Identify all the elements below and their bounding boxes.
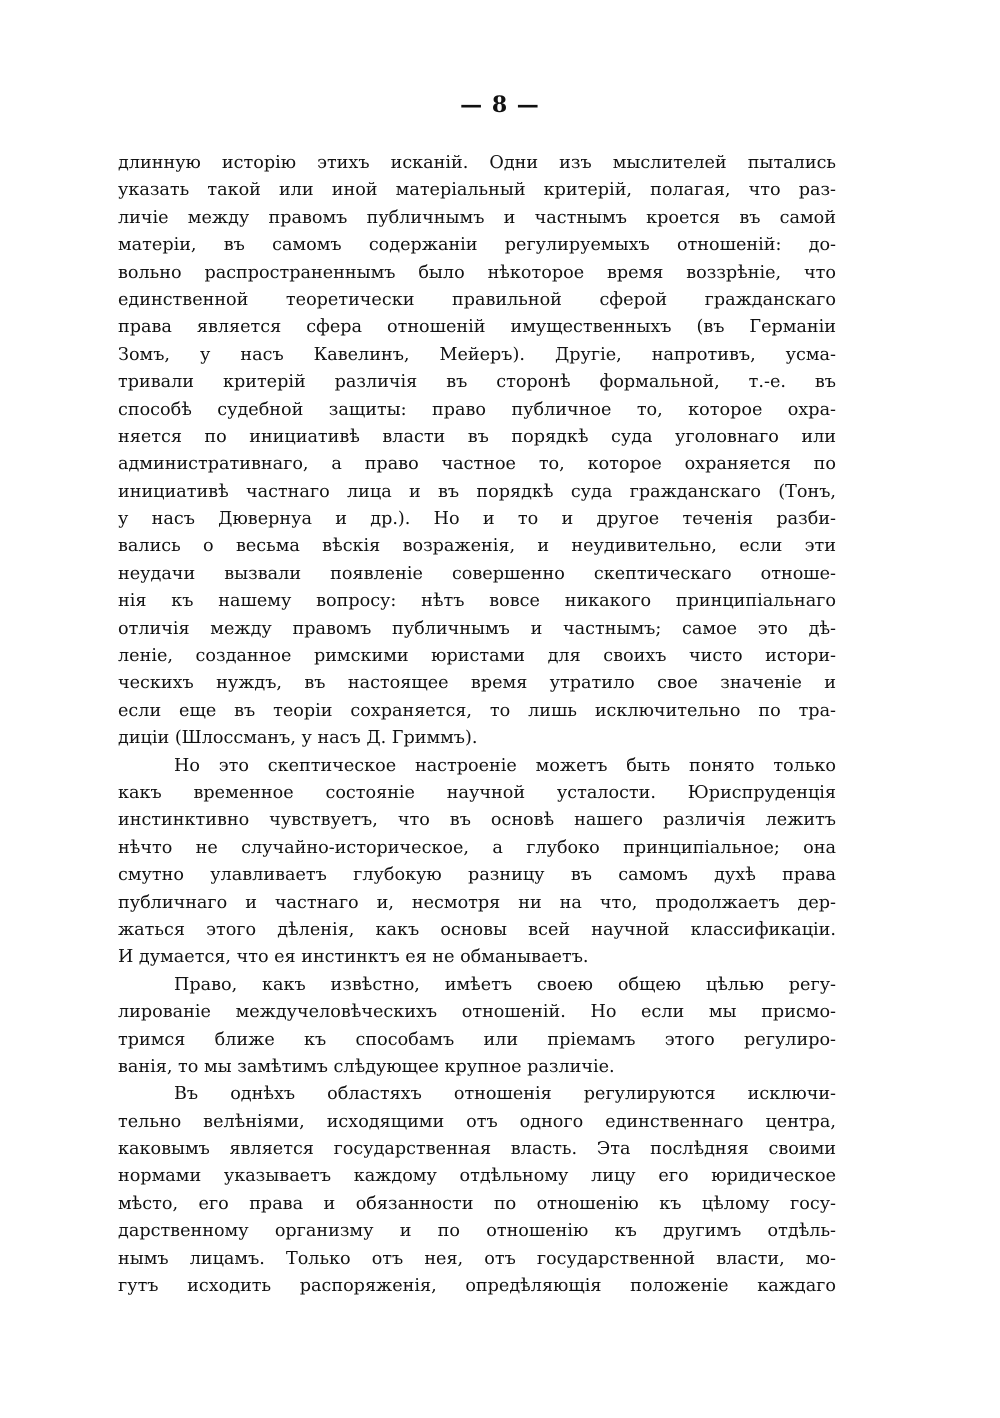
text-line: если еще въ теоріи сохраняется, то лишь исключительно по тра- [118,700,836,721]
text-line: диціи (Шлоссманъ, у насъ Д. Гриммъ). [118,728,478,749]
text-line: личіе между правомъ публичнымъ и частнымъ кроется въ самой [118,207,836,228]
text-line: нія къ нашему вопросу: нѣтъ вовсе никакого принципіальнаго [118,591,836,612]
text-line: жаться этого дѣленія, какъ основы всей научной классификаціи. [118,919,836,940]
text-line: какъ временное состояніе научной усталости. Юриспруденція [118,782,836,803]
text-line: длинную исторію этихъ исканій. Одни изъ мыслителей пытались [118,153,836,173]
body-text [118,150,836,1300]
text-line: смутно улавливаетъ глубокую разницу въ самомъ духѣ права [118,865,836,886]
text-line: матеріи, въ самомъ содержаніи регулируемыхъ отношеній: до- [118,235,836,256]
text-line: няется по инициативѣ власти въ порядкѣ суда уголовнаго или [118,426,836,447]
text-line: нымъ лицамъ. Только отъ нея, отъ государственной власти, мо- [118,1248,836,1269]
text-line: Право, какъ извѣстно, имѣетъ своею общею цѣлью регу- [174,974,836,995]
text-line: леніе, созданное римскими юристами для своихъ чисто истори- [118,646,836,667]
text-line: публичнаго и частнаго и, несмотря ни на что, продолжаетъ дер- [118,892,836,913]
text-line: указать такой или иной матеріальный критерій, полагая, что раз- [118,180,836,201]
text-line: ческихъ нуждъ, въ настоящее время утратило свое значеніе и [118,673,836,694]
text-line: тривали критерій различія въ сторонѣ формальной, т.-е. въ [118,372,836,393]
text-line: отличія между правомъ публичнымъ и частнымъ; самое это дѣ- [118,618,836,639]
text-line: Но это скептическое настроеніе можетъ быть понято только [174,755,836,776]
text-line: у насъ Дювернуа и др.). Но и то и другое теченія разби- [118,509,836,530]
text-line: тримся ближе къ способамъ или пріемамъ этого регулиро- [118,1029,836,1050]
text-line: нормами указываетъ каждому отдѣльному лицу его юридическое [118,1166,836,1187]
text-line: гутъ исходить распоряженія, опредѣляющія положеніе каждаго [118,1276,836,1297]
text-line: ванія, то мы замѣтимъ слѣдующее крупное различіе. [118,1056,615,1077]
text-line: вольно распространеннымъ было нѣкоторое время воззрѣніе, что [118,262,836,283]
text-line: способѣ судебной защиты: право публичное то, которое охра- [118,399,836,420]
text-line: И думается, что ея инстинктъ ея не обманываетъ. [118,947,589,968]
text-line: тельно велѣніями, исходящими отъ одного единственнаго центра, [118,1111,836,1132]
text-line: Зомъ, у насъ Кавелинъ, Мейеръ). Другіе, напротивъ, усма- [118,344,836,365]
text-line: каковымъ является государственная власть. Эта послѣдняя своими [118,1139,836,1160]
text-line: инстинктивно чувствуетъ, что въ основѣ нашего различія лежитъ [118,810,836,831]
text-line: права является сфера отношеній имущественныхъ (въ Германіи [118,317,836,338]
text-line: неудачи вызвали появленіе совершенно скептическаго отноше- [118,563,836,584]
text-line: мѣсто, его права и обязанности по отношенію къ цѣлому госу- [118,1193,836,1214]
text-line: административнаго, а право частное то, которое охраняется по [118,454,836,475]
text-line: лированіе междучеловѣческихъ отношеній. Но если мы присмо- [118,1002,836,1023]
text-line: инициативѣ частнаго лица и въ порядкѣ суда гражданскаго (Тонъ, [118,481,836,502]
text-line: вались о весьма вѣскія возраженія, и неудивительно, если эти [118,536,836,557]
page-number: — 8 — [460,92,540,118]
text-line: нѣчто не случайно-историческое, а глубоко принципіальное; она [118,837,836,858]
text-line: единственной теоретически правильной сферой гражданскаго [118,289,836,310]
text-line: Въ однѣхъ областяхъ отношенія регулируются исключи- [174,1084,836,1105]
text-line: дарственному организму и по отношенію къ другимъ отдѣль- [118,1221,836,1242]
